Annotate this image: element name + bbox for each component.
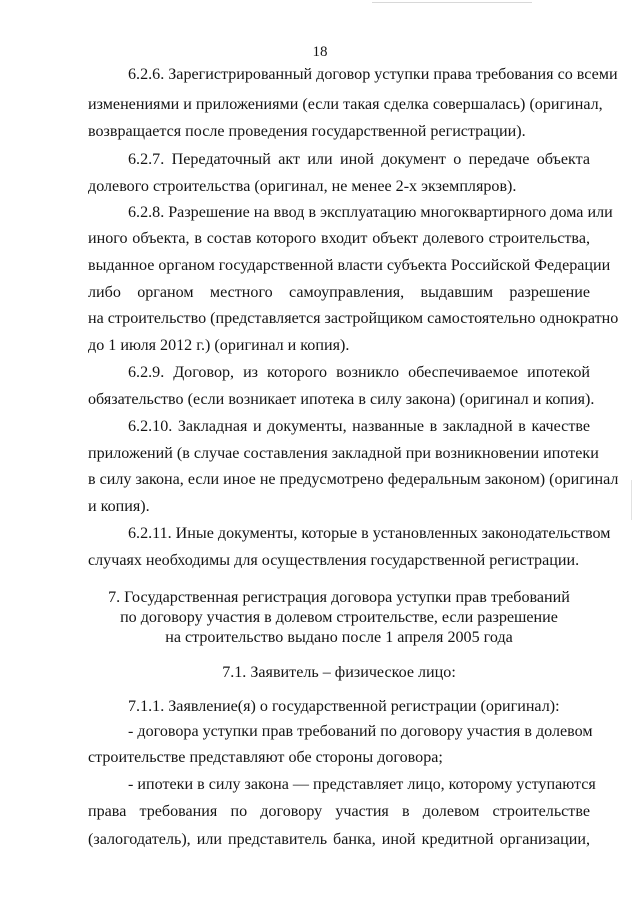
text-line: долевого строительства (оригинал, не менее 2-х экземпляров). xyxy=(88,178,517,195)
text-line: иного объекта, в состав которого входит объект долевого строительства, xyxy=(88,230,590,247)
text-line: (залогодатель), или представитель банка, иной кредитной организации, xyxy=(88,831,590,848)
text-line: 6.2.11. Иные документы, которые в установленных законодательством xyxy=(128,525,611,542)
scan-edge-mark xyxy=(631,480,632,520)
text-line: выданное органом государственной власти субъекта Российской Федерации xyxy=(88,257,611,274)
heading-line: по договору участия в долевом строительстве, если разрешение xyxy=(120,609,558,626)
text-line: 6.2.6. Зарегистрированный договор уступки права требования со всеми xyxy=(128,66,618,83)
text-line: и копия). xyxy=(88,498,150,515)
heading-line: на строительство выдано после 1 апреля 2005 года xyxy=(165,629,513,646)
text-line: в силу закона, если иное не предусмотрено федеральным законом) (оригинал xyxy=(88,471,619,488)
text-line: 6.2.8. Разрешение на ввод в эксплуатацию многоквартирного дома или xyxy=(128,204,613,221)
text-line: либо органом местного самоуправления, выдавшим разрешение xyxy=(88,284,590,301)
text-line: на строительство (представляется застройщиком самостоятельно однократно xyxy=(88,310,619,327)
text-line: случаях необходимы для осуществления государственной регистрации. xyxy=(88,552,580,569)
item-7-1-1: 7.1.1. Заявление(я) о государственной регистрации (оригинал): xyxy=(128,698,560,715)
text-line: до 1 июля 2012 г.) (оригинал и копия). xyxy=(88,337,350,354)
scan-edge-mark xyxy=(372,2,532,3)
text-line: 6.2.7. Передаточный акт или иной документ о передаче объекта xyxy=(128,151,590,168)
text-line: права требования по договору участия в долевом строительстве xyxy=(88,803,590,820)
page-number: 18 xyxy=(312,44,328,60)
heading-line: 7. Государственная регистрация договора уступки прав требований xyxy=(108,589,570,606)
text-line: 6.2.9. Договор, из которого возникло обеспечиваемое ипотекой xyxy=(128,364,590,381)
text-line: строительстве представляют обе стороны договора; xyxy=(88,749,443,766)
text-line: возвращается после проведения государственной регистрации). xyxy=(88,123,526,140)
text-line: изменениями и приложениями (если такая сделка совершалась) (оригинал, xyxy=(88,96,603,113)
text-line: обязательство (если возникает ипотека в силу закона) (оригинал и копия). xyxy=(88,391,595,408)
text-line: - ипотеки в силу закона — представляет лицо, которому уступаются xyxy=(128,776,596,793)
text-line: - договора уступки прав требований по договору участия в долевом xyxy=(128,723,593,740)
text-line: приложений (в случае составления закладной при возникновении ипотеки xyxy=(88,445,599,462)
subsection-heading: 7.1. Заявитель – физическое лицо: xyxy=(222,664,456,681)
text-line: 6.2.10. Закладная и документы, названные в закладной в качестве xyxy=(128,418,590,435)
